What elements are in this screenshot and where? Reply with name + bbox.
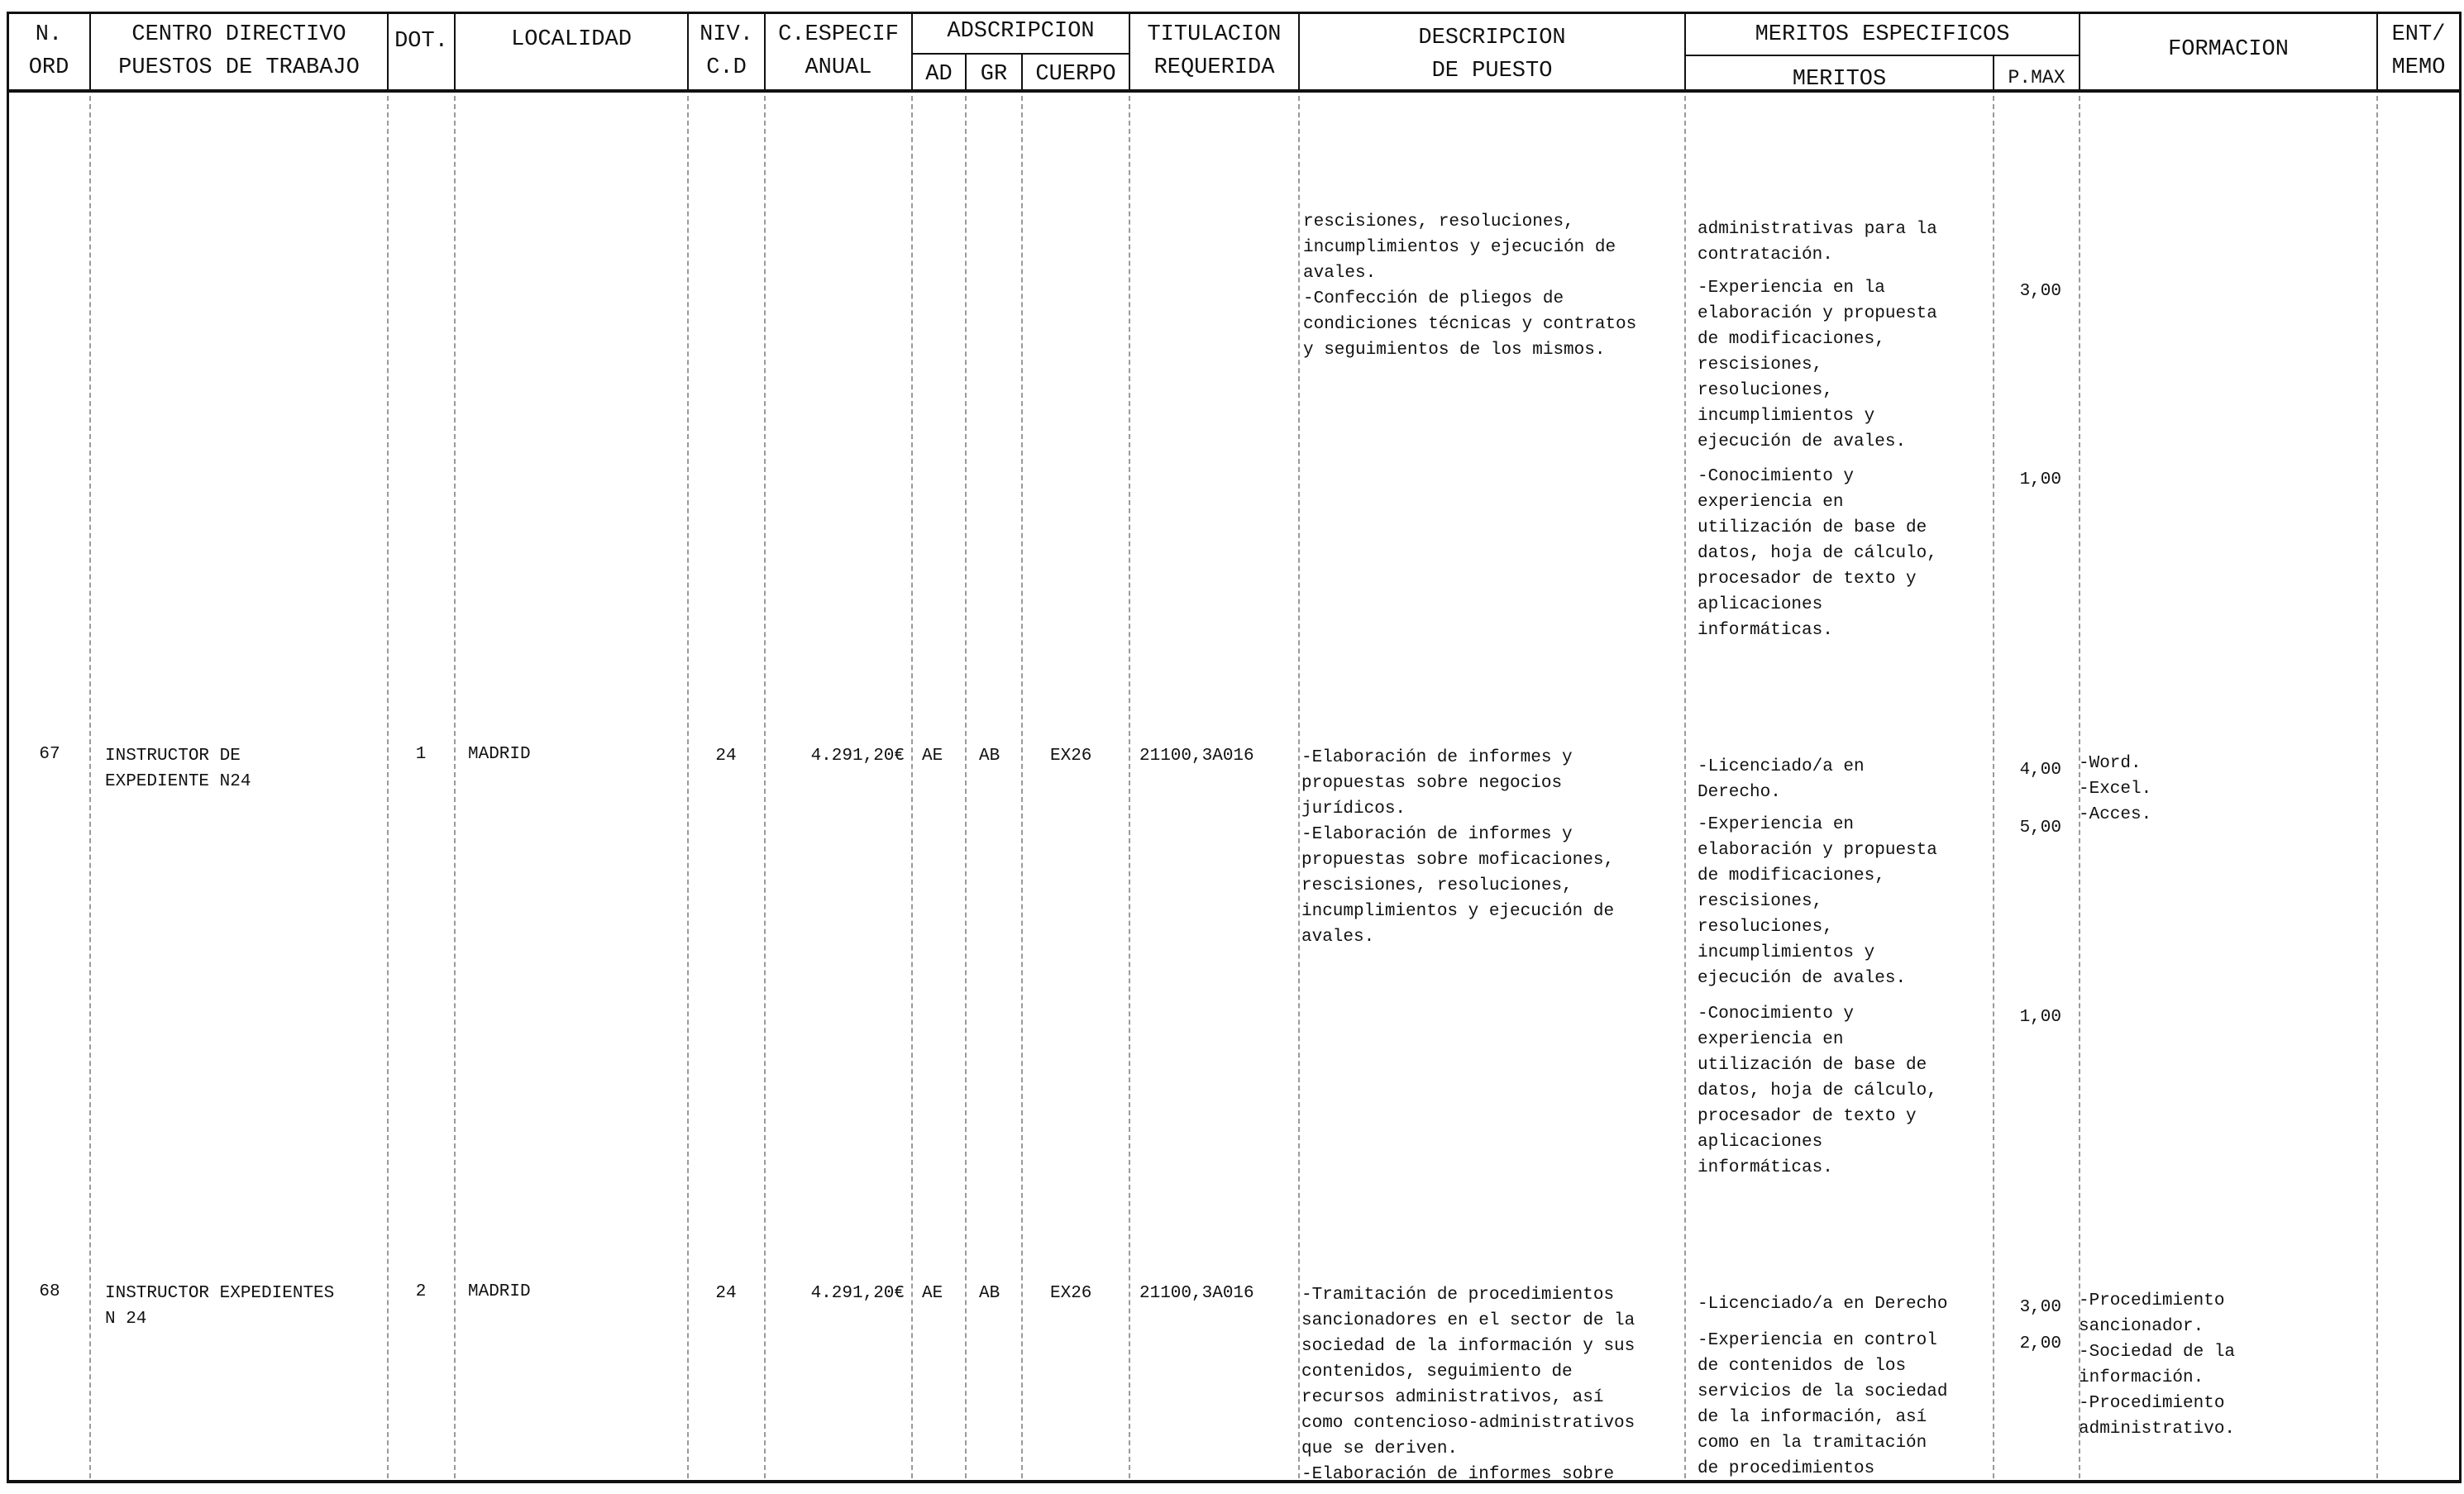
header-line: C.ESPECIF bbox=[778, 22, 899, 47]
row-cuerpo: EX26 bbox=[1050, 1284, 1092, 1303]
row-dot: 1 bbox=[415, 745, 427, 764]
merito-line: -Conocimiento y bbox=[1698, 467, 1855, 486]
row-number: 67 bbox=[39, 745, 60, 764]
row-nivel: 24 bbox=[715, 1284, 737, 1303]
column-rule bbox=[2079, 96, 2080, 1478]
descripcion-line: jurídicos. bbox=[1301, 800, 1406, 819]
merito-line: administrativas para la bbox=[1698, 220, 1937, 239]
column-rule bbox=[764, 96, 766, 1478]
merito-line: rescisiones, bbox=[1698, 356, 1823, 375]
header-gr: GR bbox=[980, 62, 1008, 87]
header-line: NIV. bbox=[700, 22, 753, 47]
descripcion-line: rescisiones, resoluciones, bbox=[1303, 212, 1574, 231]
header-line: DESCRIPCION bbox=[1418, 26, 1566, 50]
row-titulacion: 21100,3A016 bbox=[1139, 747, 1254, 766]
header-meritos: MERITOS bbox=[1792, 67, 1887, 92]
row-ad: AE bbox=[922, 747, 943, 766]
header-ad: AD bbox=[925, 62, 953, 87]
header-n-ord bbox=[8, 18, 89, 84]
header-adscripcion: ADSCRIPCION bbox=[947, 19, 1095, 44]
descripcion-line: recursos administrativos, así bbox=[1301, 1388, 1604, 1407]
merito-line: utilización de base de bbox=[1698, 518, 1927, 537]
merito-line: datos, hoja de cálculo, bbox=[1698, 544, 1937, 563]
merito-line: utilización de base de bbox=[1698, 1056, 1927, 1075]
merito-line: de contenidos de los bbox=[1698, 1357, 1907, 1376]
header-line: ORD bbox=[28, 55, 69, 80]
header-cuerpo: CUERPO bbox=[1035, 62, 1116, 87]
merito-line: aplicaciones bbox=[1698, 595, 1823, 614]
descripcion-line: incumplimientos y ejecución de bbox=[1303, 238, 1616, 257]
column-rule bbox=[1021, 96, 1023, 1478]
header-line: CENTRO DIRECTIVO bbox=[131, 22, 346, 47]
row-ad: AE bbox=[922, 1284, 943, 1303]
header-line: ANUAL bbox=[805, 55, 872, 80]
merito-line: como en la tramitación bbox=[1698, 1434, 1927, 1453]
merito-line: -Experiencia en la bbox=[1698, 279, 1885, 298]
formacion-line: -Procedimiento bbox=[2079, 1394, 2225, 1413]
column-rule bbox=[911, 96, 913, 1478]
descripcion-line: -Confección de pliegos de bbox=[1303, 289, 1564, 308]
merito-line: procesador de texto y bbox=[1698, 1107, 1917, 1126]
descripcion-line: -Elaboración de informes y bbox=[1301, 825, 1573, 844]
merito-line: datos, hoja de cálculo, bbox=[1698, 1081, 1937, 1100]
descripcion-line: incumplimientos y ejecución de bbox=[1301, 902, 1615, 921]
header-line: DE PUESTO bbox=[1431, 59, 1553, 84]
descripcion-line: contenidos, seguimiento de bbox=[1301, 1363, 1573, 1382]
formacion-line: -Procedimiento bbox=[2079, 1291, 2225, 1310]
descripcion-line: condiciones técnicas y contratos bbox=[1303, 315, 1637, 334]
column-rule bbox=[454, 96, 456, 1478]
merito-pmax: 1,00 bbox=[2019, 470, 2061, 489]
merito-line: incumplimientos y bbox=[1698, 407, 1875, 426]
row-complemento-especifico: 4.291,20€ bbox=[810, 1284, 905, 1303]
column-rule bbox=[1684, 96, 1686, 1478]
puesto-line: INSTRUCTOR DE bbox=[105, 747, 241, 766]
descripcion-line: propuestas sobre moficaciones, bbox=[1301, 851, 1615, 870]
column-rule bbox=[687, 96, 689, 1478]
merito-line: contratación. bbox=[1698, 246, 1833, 265]
formacion-line: -Acces. bbox=[2079, 805, 2152, 824]
formacion-line: -Word. bbox=[2079, 754, 2142, 773]
merito-line: ejecución de avales. bbox=[1698, 969, 1907, 988]
column-rule bbox=[965, 96, 967, 1478]
descripcion-line: sancionadores en el sector de la bbox=[1301, 1311, 1636, 1330]
descripcion-line: propuestas sobre negocios bbox=[1301, 774, 1563, 793]
merito-line: de procedimientos bbox=[1698, 1459, 1875, 1478]
descripcion-line: y seguimientos de los mismos. bbox=[1303, 341, 1606, 360]
header-dot: DOT. bbox=[394, 29, 448, 54]
merito-pmax: 5,00 bbox=[2019, 819, 2061, 838]
formacion-line: -Sociedad de la bbox=[2079, 1343, 2236, 1362]
merito-line: Derecho. bbox=[1698, 783, 1781, 802]
table-right-border bbox=[2459, 12, 2462, 1483]
header-line: REQUERIDA bbox=[1153, 55, 1275, 80]
meritos-divider bbox=[1684, 55, 2079, 56]
merito-line: ejecución de avales. bbox=[1698, 432, 1907, 451]
header-line: PUESTOS DE TRABAJO bbox=[118, 55, 360, 80]
header-bottom-border bbox=[7, 89, 2461, 93]
descripcion-line: como contencioso-administrativos bbox=[1301, 1414, 1636, 1433]
puesto-line: N 24 bbox=[105, 1310, 147, 1329]
merito-line: -Conocimiento y bbox=[1698, 1005, 1855, 1024]
merito-line: resoluciones, bbox=[1698, 918, 1833, 937]
descripcion-line: -Elaboración de informes sobre bbox=[1301, 1465, 1615, 1484]
merito-line: rescisiones, bbox=[1698, 892, 1823, 911]
formacion-line: -Excel. bbox=[2079, 780, 2152, 799]
puesto-line: EXPEDIENTE N24 bbox=[105, 772, 251, 791]
merito-line: de modificaciones, bbox=[1698, 330, 1885, 349]
column-rule bbox=[1298, 96, 1300, 1478]
merito-pmax: 3,00 bbox=[2019, 282, 2061, 301]
adscripcion-divider bbox=[911, 53, 1129, 55]
formacion-line: información. bbox=[2079, 1368, 2204, 1387]
merito-line: -Licenciado/a en bbox=[1698, 757, 1865, 776]
merito-line: aplicaciones bbox=[1698, 1133, 1823, 1152]
merito-pmax: 4,00 bbox=[2019, 761, 2061, 780]
header-line: C.D bbox=[706, 55, 747, 80]
merito-line: -Licenciado/a en Derecho bbox=[1698, 1295, 1948, 1314]
merito-line: de modificaciones, bbox=[1698, 866, 1885, 885]
header-ent-memo bbox=[2378, 18, 2459, 84]
row-titulacion: 21100,3A016 bbox=[1139, 1284, 1254, 1303]
descripcion-line: avales. bbox=[1303, 264, 1377, 283]
row-gr: AB bbox=[979, 1284, 1000, 1303]
merito-line: elaboración y propuesta bbox=[1698, 304, 1937, 323]
header-pmax: P.MAX bbox=[2008, 67, 2065, 88]
table-left-border bbox=[7, 12, 9, 1483]
row-gr: AB bbox=[979, 747, 1000, 766]
table-bottom-border bbox=[7, 1480, 2461, 1483]
formacion-line: administrativo. bbox=[2079, 1420, 2236, 1439]
column-rule bbox=[89, 96, 91, 1478]
merito-pmax: 1,00 bbox=[2019, 1008, 2061, 1027]
descripcion-line: avales. bbox=[1301, 928, 1375, 947]
header-meritos-especificos: MERITOS ESPECIFICOS bbox=[1755, 22, 2010, 47]
row-dot: 2 bbox=[415, 1282, 427, 1301]
header-centro-directivo bbox=[91, 18, 387, 84]
descripcion-line: -Tramitación de procedimientos bbox=[1301, 1286, 1615, 1305]
merito-line: resoluciones, bbox=[1698, 381, 1833, 400]
merito-line: de la información, así bbox=[1698, 1408, 1927, 1427]
merito-pmax: 2,00 bbox=[2019, 1334, 2061, 1353]
descripcion-line: que se deriven. bbox=[1301, 1439, 1459, 1458]
row-complemento-especifico: 4.291,20€ bbox=[810, 747, 905, 766]
column-rule bbox=[1993, 96, 1994, 1478]
table-top-border bbox=[7, 12, 2461, 14]
header-line: TITULACION bbox=[1147, 22, 1282, 47]
row-localidad: MADRID bbox=[468, 745, 531, 764]
row-number: 68 bbox=[39, 1282, 60, 1301]
formacion-line: sancionador. bbox=[2079, 1317, 2204, 1336]
merito-line: informáticas. bbox=[1698, 621, 1833, 640]
merito-line: incumplimientos y bbox=[1698, 943, 1875, 962]
header-titulacion bbox=[1130, 18, 1298, 84]
merito-line: informáticas. bbox=[1698, 1158, 1833, 1177]
row-cuerpo: EX26 bbox=[1050, 747, 1092, 766]
header-niv-cd bbox=[689, 18, 764, 84]
row-localidad: MADRID bbox=[468, 1282, 531, 1301]
descripcion-line: rescisiones, resoluciones, bbox=[1301, 876, 1573, 895]
header-line: MEMO bbox=[2391, 55, 2446, 80]
descripcion-line: sociedad de la información y sus bbox=[1301, 1337, 1636, 1356]
merito-line: procesador de texto y bbox=[1698, 570, 1917, 589]
descripcion-line: -Elaboración de informes y bbox=[1301, 748, 1573, 767]
header-c-especif bbox=[766, 18, 911, 84]
merito-line: experiencia en bbox=[1698, 493, 1844, 512]
merito-line: elaboración y propuesta bbox=[1698, 841, 1937, 860]
header-localidad: LOCALIDAD bbox=[511, 27, 632, 52]
puesto-line: INSTRUCTOR EXPEDIENTES bbox=[105, 1284, 335, 1303]
merito-line: -Experiencia en control bbox=[1698, 1331, 1937, 1350]
header-line: N. bbox=[35, 22, 63, 47]
column-rule bbox=[387, 96, 389, 1478]
header-line: ENT/ bbox=[2391, 22, 2446, 47]
row-nivel: 24 bbox=[715, 747, 737, 766]
merito-line: servicios de la sociedad bbox=[1698, 1382, 1948, 1401]
merito-line: experiencia en bbox=[1698, 1030, 1844, 1049]
header-formacion: FORMACION bbox=[2168, 37, 2289, 62]
column-rule bbox=[2376, 96, 2378, 1478]
header-descripcion bbox=[1300, 21, 1684, 88]
column-rule bbox=[1129, 96, 1130, 1478]
merito-line: -Experiencia en bbox=[1698, 815, 1855, 834]
merito-pmax: 3,00 bbox=[2019, 1298, 2061, 1317]
